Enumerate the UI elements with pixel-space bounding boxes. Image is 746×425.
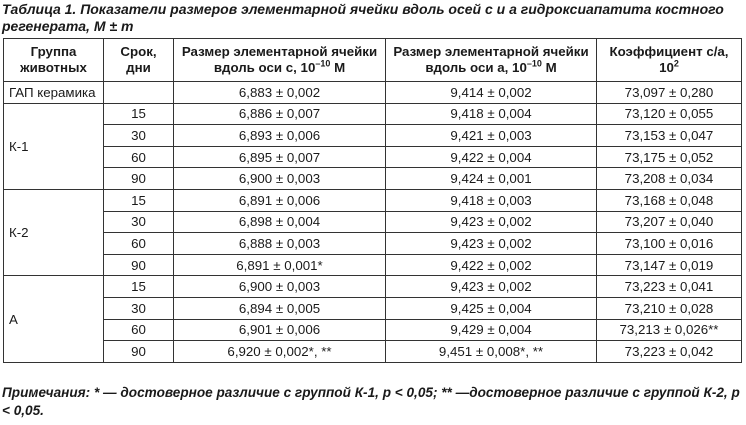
- day-cell: 60: [104, 146, 174, 168]
- day-cell: 60: [104, 233, 174, 255]
- group-cell: К-1: [4, 103, 104, 189]
- ratio-cell: 73,147 ± 0,019: [597, 254, 742, 276]
- table-row: [4, 82, 742, 104]
- c-axis-cell: 6,883 ± 0,002: [174, 82, 386, 104]
- table-row: [4, 146, 742, 168]
- day-cell: 15: [104, 276, 174, 298]
- c-axis-cell: 6,901 ± 0,006: [174, 319, 386, 341]
- group-cell: А: [4, 276, 104, 362]
- ratio-cell: 73,208 ± 0,034: [597, 168, 742, 190]
- ratio-cell: 73,223 ± 0,041: [597, 276, 742, 298]
- header-row: [4, 39, 742, 82]
- table-row: [4, 297, 742, 319]
- a-axis-cell: 9,418 ± 0,004: [386, 103, 597, 125]
- day-cell: [104, 82, 174, 104]
- header-a-axis: Размер элементарной ячейки вдоль оси a, $10^{-10}$ М: [386, 39, 597, 82]
- ratio-cell: 73,120 ± 0,055: [597, 103, 742, 125]
- day-cell: 15: [104, 189, 174, 211]
- c-axis-cell: 6,888 ± 0,003: [174, 233, 386, 255]
- table-row: [4, 276, 742, 298]
- header-ratio: Коэффициент c/a, $10^2$: [597, 39, 742, 82]
- c-axis-cell: 6,898 ± 0,004: [174, 211, 386, 233]
- day-cell: 30: [104, 125, 174, 147]
- day-cell: 90: [104, 341, 174, 363]
- day-cell: 30: [104, 211, 174, 233]
- a-axis-cell: 9,422 ± 0,004: [386, 146, 597, 168]
- group-cell: К-2: [4, 189, 104, 275]
- header-group: Группа животных: [4, 39, 104, 82]
- header-term: Срок, дни: [104, 39, 174, 82]
- a-axis-cell: 9,425 ± 0,004: [386, 297, 597, 319]
- ratio-cell: 73,097 ± 0,280: [597, 82, 742, 104]
- c-axis-cell: 6,900 ± 0,003: [174, 276, 386, 298]
- c-axis-cell: 6,894 ± 0,005: [174, 297, 386, 319]
- a-axis-cell: 9,429 ± 0,004: [386, 319, 597, 341]
- ratio-cell: 73,168 ± 0,048: [597, 189, 742, 211]
- c-axis-cell: 6,920 ± 0,002*, **: [174, 341, 386, 363]
- a-axis-cell: 9,414 ± 0,002: [386, 82, 597, 104]
- group-cell: ГАП керамика: [4, 82, 104, 104]
- c-axis-cell: 6,893 ± 0,006: [174, 125, 386, 147]
- caption-text: Показатели размеров элементарной ячейки вдоль осей c и a гидроксиапатита костного регенерата, M ± m: [2, 1, 724, 34]
- a-axis-cell: 9,423 ± 0,002: [386, 276, 597, 298]
- ratio-cell: 73,213 ± 0,026**: [597, 319, 742, 341]
- a-axis-cell: 9,422 ± 0,002: [386, 254, 597, 276]
- a-axis-cell: 9,423 ± 0,002: [386, 233, 597, 255]
- table-row: [4, 125, 742, 147]
- table-caption: [2, 1, 742, 35]
- a-axis-cell: 9,451 ± 0,008*, **: [386, 341, 597, 363]
- table-row: [4, 319, 742, 341]
- ratio-cell: 73,210 ± 0,028: [597, 297, 742, 319]
- table-row: [4, 341, 742, 363]
- ratio-cell: 73,153 ± 0,047: [597, 125, 742, 147]
- day-cell: 30: [104, 297, 174, 319]
- ratio-cell: 73,207 ± 0,040: [597, 211, 742, 233]
- day-cell: 15: [104, 103, 174, 125]
- table-row: [4, 168, 742, 190]
- a-axis-cell: 9,424 ± 0,001: [386, 168, 597, 190]
- ratio-cell: 73,175 ± 0,052: [597, 146, 742, 168]
- header-c-axis: Размер элементарной ячейки вдоль оси c, $10^{-10}$ М: [174, 39, 386, 82]
- table-row: [4, 103, 742, 125]
- c-axis-cell: 6,886 ± 0,007: [174, 103, 386, 125]
- table-row: [4, 211, 742, 233]
- data-table: [3, 38, 742, 363]
- table-row: [4, 233, 742, 255]
- day-cell: 90: [104, 168, 174, 190]
- ratio-cell: 73,100 ± 0,016: [597, 233, 742, 255]
- table-row: [4, 254, 742, 276]
- table-row: [4, 189, 742, 211]
- a-axis-cell: 9,418 ± 0,003: [386, 189, 597, 211]
- c-axis-cell: 6,891 ± 0,001*: [174, 254, 386, 276]
- caption-label: Таблица 1.: [2, 1, 77, 17]
- day-cell: 60: [104, 319, 174, 341]
- c-axis-cell: 6,900 ± 0,003: [174, 168, 386, 190]
- c-axis-cell: 6,891 ± 0,006: [174, 189, 386, 211]
- day-cell: 90: [104, 254, 174, 276]
- ratio-cell: 73,223 ± 0,042: [597, 341, 742, 363]
- table-note: Примечания: * — достоверное различие с группой К-1, p < 0,05; ** —достоверное различие с группой К-2, p < 0,05.: [2, 385, 740, 418]
- a-axis-cell: 9,421 ± 0,003: [386, 125, 597, 147]
- a-axis-cell: 9,423 ± 0,002: [386, 211, 597, 233]
- table-body: [4, 82, 742, 363]
- c-axis-cell: 6,895 ± 0,007: [174, 146, 386, 168]
